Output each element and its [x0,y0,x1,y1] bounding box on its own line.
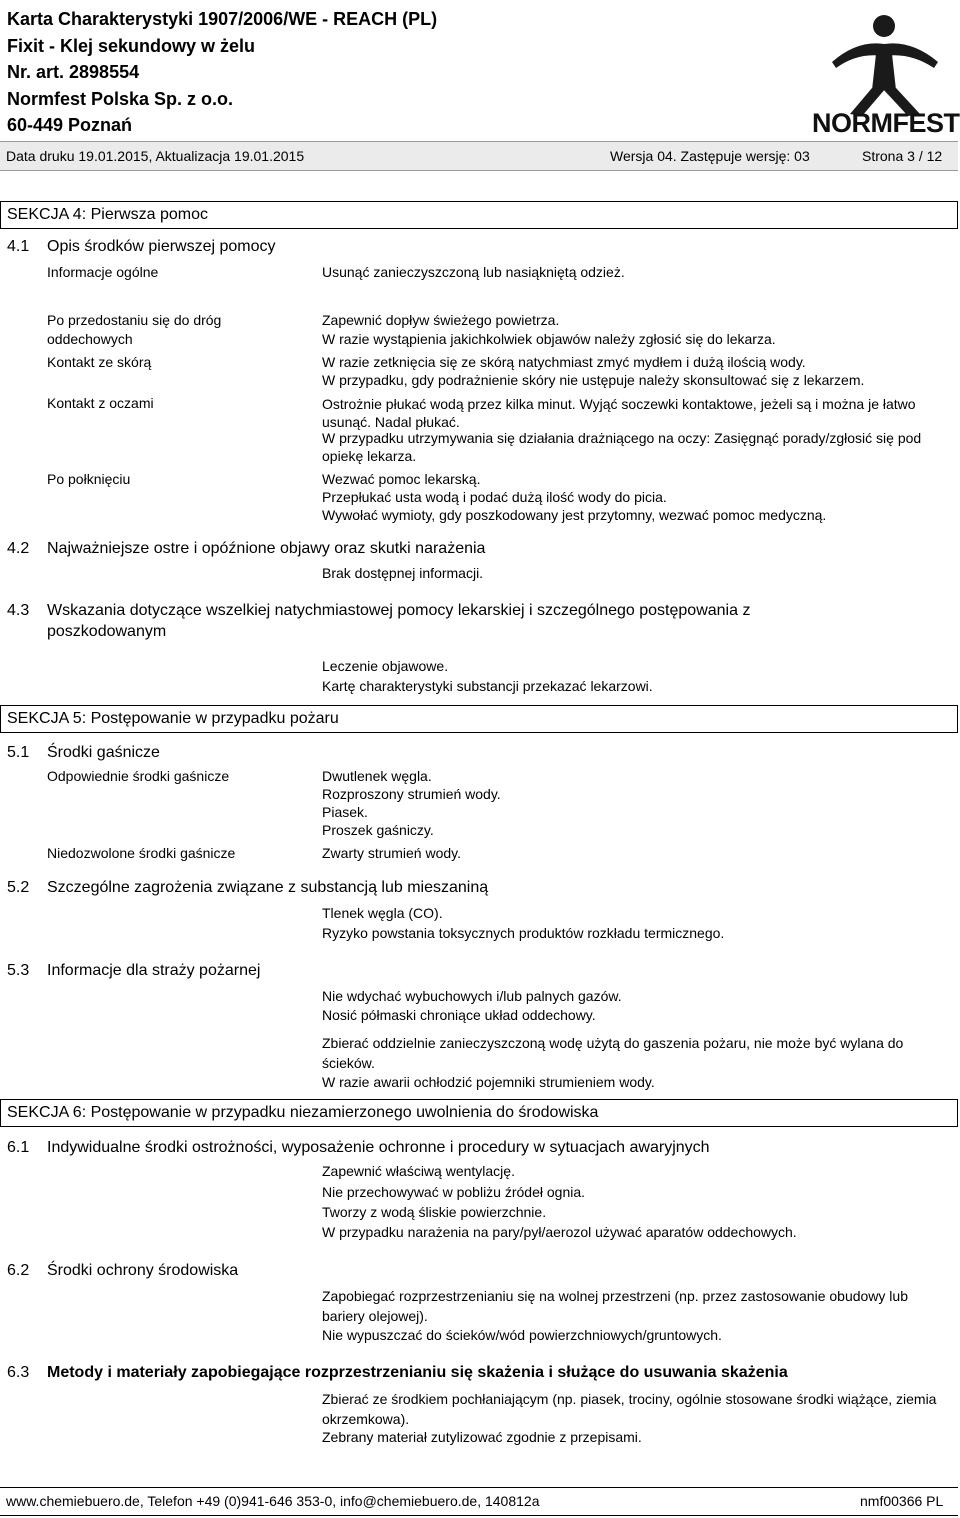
ingestion-text-3: Wywołać wymioty, gdy poszkodowany jest przytomny, wezwać pomoc medyczną. [322,507,827,523]
subsection-4-1-title: Opis środków pierwszej pomocy [47,238,276,255]
subsection-5-1-number: 5.1 [7,744,30,761]
suitable-media-item: Dwutlenek węgla. [322,768,432,784]
containment-text-1: Zbierać ze środkiem pochłaniającym (np. piasek, trociny, ogólnie stosowane środki wiążące, ziemia okrzemkowa). [322,1391,937,1427]
environmental-precautions-text-1: Zapobiegać rozprzestrzenianiu się na wolnej przestrzeni (np. przez zastosowanie obudowy lub bariery olejowej). [322,1288,908,1324]
skin-contact-label: Kontakt ze skórą [47,354,152,370]
subsection-6-1-title: Indywidualne środki ostrożności, wyposażenie ochronne i procedury w sytuacjach awaryjnych [47,1139,710,1156]
suitable-media-item: Rozproszony strumień wody. [322,786,501,802]
subsection-4-3-title-line1: Wskazania dotyczące wszelkiej natychmiastowej pomocy lekarskiej i szczególnego postępowania z [47,602,751,619]
version-info: Wersja 04. Zastępuje wersję: 03 [610,148,810,164]
inhalation-text-2: W razie wystąpienia jakichkolwiek objawów należy zgłosić się do lekarza. [322,331,776,347]
firefighter-advice-text-1: Nie wdychać wybuchowych i/lub palnych gazów. [322,988,622,1004]
subsection-6-3-number: 6.3 [7,1364,30,1381]
containment-text-2: Zebrany materiał zutylizować zgodnie z przepisami. [322,1429,642,1445]
unsuitable-media-label: Niedozwolone środki gaśnicze [47,845,236,861]
firefighter-advice-text-3: Zbierać oddzielnie zanieczyszczoną wodę użytą do gaszenia pożaru, nie może być wylana do ścieków. [322,1035,904,1071]
unsuitable-media-text: Zwarty strumień wody. [322,845,461,861]
page-footer [0,1487,958,1516]
section-6-header [0,1099,958,1127]
subsection-4-3-number: 4.3 [7,602,30,619]
normfest-logo [812,4,958,138]
skin-contact-text-1: W razie zetknięcia się ze skórą natychmiast zmyć mydłem i dużą ilością wody. [322,354,806,370]
eye-contact-text-1: Ostrożnie płukać wodą przez kilka minut. Wyjąć soczewki kontaktowe, jeżeli są i można je łatwo usunąć. Nadal płukać. [322,396,916,430]
subsection-4-1-number: 4.1 [7,238,30,255]
article-number: Nr. art. 2898554 [7,62,140,82]
print-update-dates: Data druku 19.01.2015, Aktualizacja 19.01.2015 [6,148,305,164]
subsection-4-2-title: Najważniejsze ostre i opóźnione objawy oraz skutki narażenia [47,540,486,557]
inhalation-label-line2: oddechowych [47,331,133,347]
personal-precautions-item: Tworzy z wodą śliskie powierzchnie. [322,1204,547,1220]
section-4-title: SEKCJA 4: Pierwsza pomoc [7,206,208,223]
section-4-header [0,201,958,229]
subsection-5-3-title: Informacje dla straży pożarnej [47,962,261,979]
ingestion-label: Po połknięciu [47,471,131,487]
ingestion-text-2: Przepłukać usta wodą i podać dużą ilość wody do picia. [322,489,667,505]
subsection-4-2-number: 4.2 [7,540,30,557]
footer-contact: www.chemiebuero.de, Telefon +49 (0)941-646 353-0, info@chemiebuero.de, 140812a [6,1493,540,1509]
inhalation-text-1: Zapewnić dopływ świeżego powietrza. [322,312,560,328]
ingestion-text-1: Wezwać pomoc lekarską. [322,471,481,487]
general-info-text: Usunąć zanieczyszczoną lub nasiąkniętą odzież. [322,264,625,280]
subsection-6-1-number: 6.1 [7,1139,30,1156]
company-name: Normfest Polska Sp. z o.o. [7,89,234,109]
general-info-label: Informacje ogólne [47,264,159,280]
subsection-5-3-number: 5.3 [7,962,30,979]
firefighter-advice-text-4: W razie awarii ochłodzić pojemniki strumieniem wody. [322,1074,655,1090]
product-name: Fixit - Klej sekundowy w żelu [7,36,256,56]
personal-precautions-item: Zapewnić właściwą wentylację. [322,1163,515,1179]
medical-treatment-text-1: Leczenie objawowe. [322,658,449,674]
logo-text: NORMFEST [812,108,960,138]
skin-contact-text-2: W przypadku, gdy podrażnienie skóry nie ustępuje należy skonsultować się z lekarzem. [322,372,865,388]
medical-treatment-text-2: Kartę charakterystyki substancji przekazać lekarzowi. [322,678,653,694]
header-info-bar [0,141,958,171]
firefighter-advice-text-2: Nosić półmaski chroniące układ oddechowy. [322,1007,596,1023]
personal-precautions-item: Nie przechowywać w pobliżu źródeł ognia. [322,1184,586,1200]
company-city: 60-449 Poznań [7,115,133,135]
subsection-6-2-number: 6.2 [7,1262,30,1279]
special-hazards-text-2: Ryzyko powstania toksycznych produktów rozkładu termicznego. [322,925,725,941]
subsection-5-2-number: 5.2 [7,879,30,896]
section-5-title: SEKCJA 5: Postępowanie w przypadku pożaru [7,710,339,727]
suitable-media-label: Odpowiednie środki gaśnicze [47,768,230,784]
section-6-title: SEKCJA 6: Postępowanie w przypadku niezamierzonego uwolnienia do środowiska [7,1104,599,1121]
environmental-precautions-text-2: Nie wypuszczać do ścieków/wód powierzchniowych/gruntowych. [322,1327,722,1343]
personal-precautions-item: W przypadku narażenia na pary/pył/aerozol używać aparatów oddechowych. [322,1224,797,1240]
subsection-6-3-title: Metody i materiały zapobiegające rozprzestrzenianiu się skażenia i służące do usuwania skażenia [47,1364,788,1381]
page-number: Strona 3 / 12 [862,148,943,164]
suitable-media-item: Piasek. [322,804,368,820]
doc-title: Karta Charakterystyki 1907/2006/WE - REACH (PL) [7,9,438,29]
suitable-media-item: Proszek gaśniczy. [322,822,434,838]
section-5-header [0,705,958,733]
subsection-4-3-title-line2: poszkodowanym [47,623,167,640]
eye-contact-text-2: W przypadku utrzymywania się działania drażniącego na oczy: Zasięgnąć porady/zgłosić się pod opiekę lekarza. [322,430,922,464]
subsection-6-2-title: Środki ochrony środowiska [47,1262,239,1279]
subsection-5-1-title: Środki gaśnicze [47,744,160,761]
inhalation-label-line1: Po przedostaniu się do dróg [47,312,222,328]
special-hazards-text-1: Tlenek węgla (CO). [322,905,443,921]
subsection-5-2-title: Szczególne zagrożenia związane z substancją lub mieszaniną [47,879,489,896]
eye-contact-label: Kontakt z oczami [47,395,154,411]
footer-doc-code: nmf00366 PL [860,1493,944,1509]
symptoms-text: Brak dostępnej informacji. [322,565,484,581]
